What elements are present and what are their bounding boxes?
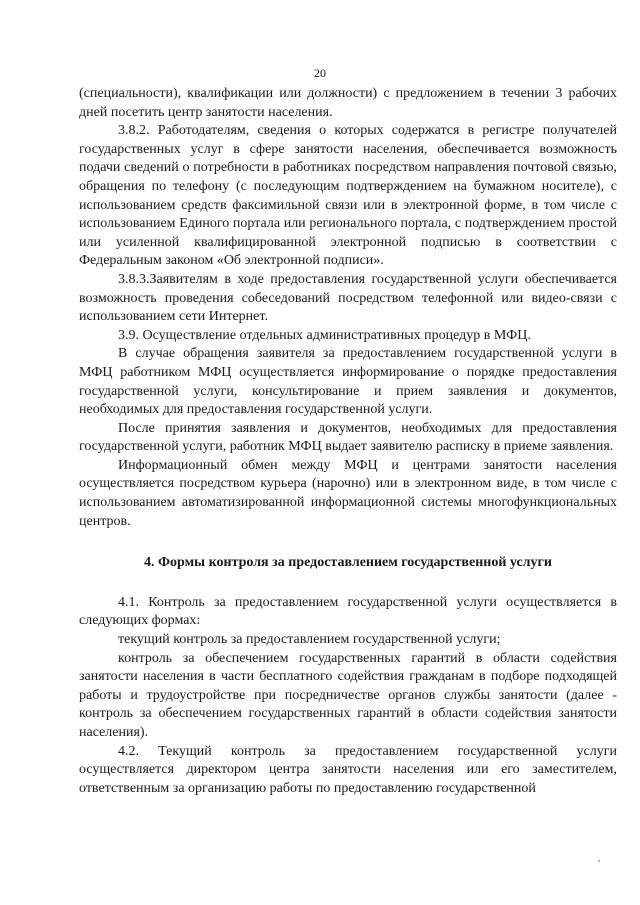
paragraph-information-exchange: Информационный обмен между МФЦ и центрами занятости населения осуществляется посредством курьера (нарочно) или в электронном виде, в том числе с использованием автоматизированной информационной системы многофункциональных центров. <box>79 457 617 529</box>
document-body <box>79 85 617 798</box>
paragraph-3-8-2: 3.8.2. Работодателям, сведения о которых содержатся в регистре получателей государственных услуг в сфере занятости населения, обеспечивается возможность подачи сведений о потребности в работниках посредством направления почтовой связью, обращения по телефону (с последующим подтверждением на бумажном носителе), с использованием средств факсимильной связи или в электронной форме, в том числе с использованием Единого портала или регионального портала, с подтверждением простой или усиленной квалифицированной электронной подписью в соответствии с Федеральным законом «Об электронной подписи». <box>79 123 617 269</box>
paragraph-3-9: 3.9. Осуществление отдельных административных процедур в МФЦ. <box>118 327 531 343</box>
section-heading: 4. Формы контроля за предоставлением государственной услуги <box>144 555 552 571</box>
paragraph-continuation: (специальности), квалификации или должности) с предложением в течении 3 рабочих дней посетить центр занятости населения. <box>79 86 617 120</box>
paragraph-mfc-receipt: После принятия заявления и документов, необходимых для предоставления государственной услуги, работник МФЦ выдает заявителю расписку в приеме заявления. <box>79 420 617 455</box>
paragraph-mfc-informing: В случае обращения заявителя за предоставлением государственной услуги в МФЦ работником МФЦ осуществляется информирование о порядке предоставления государственной услуги, консультирование и прием заявления и документов, необходимых для предоставления государственной услуги. <box>79 346 617 418</box>
paragraph-3-8-3: 3.8.3.Заявителям в ходе предоставления государственной услуги обеспечивается возможность проведения собеседований посредством телефонной или видео-связи с использованием сети Интернет. <box>79 271 617 325</box>
scan-speck <box>598 860 600 862</box>
paragraph-4-1: 4.1. Контроль за предоставлением государственной услуги осуществляется в следующих формах: <box>79 594 617 629</box>
list-item-current-control: текущий контроль за предоставлением государственной услуги; <box>118 632 501 648</box>
paragraph-4-2: 4.2. Текущий контроль за предоставлением государственной услуги осуществляется директором центра занятости населения или его заместителем, ответственным за организацию работы по предоставлению государственной <box>79 743 617 796</box>
page-number: 20 <box>314 66 326 80</box>
list-item-guarantees-control: контроль за обеспечением государственных гарантий в области содействия занятости населения в части бесплатного содействия гражданам в подборе подходящей работы и трудоустройстве при посредничестве органов службы занятости (далее - контроль за обеспечением государственных гарантий в области содействия занятости населения). <box>79 650 617 740</box>
